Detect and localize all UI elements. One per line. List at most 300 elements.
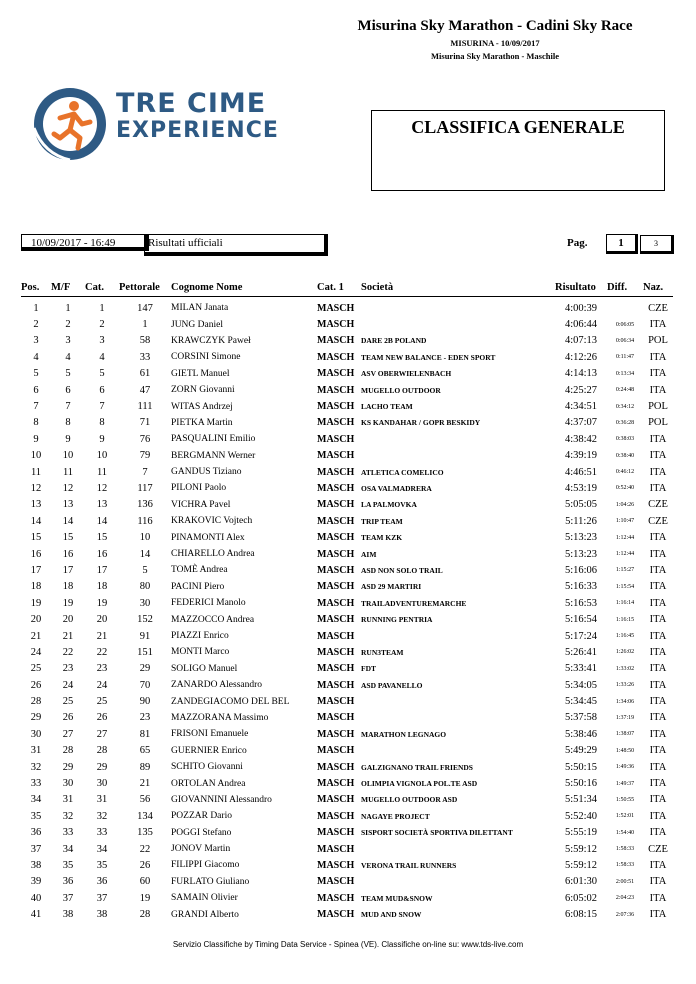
cell-societa: VERONA TRAIL RUNNERS <box>361 860 457 870</box>
cell-cat: 37 <box>96 892 108 904</box>
cell-name: FILIPPI Giacomo <box>171 860 240 871</box>
cell-diff: 0:06:34 <box>615 337 635 344</box>
cell-pettorale: 10 <box>139 532 151 544</box>
cell-risultato: 4:12:26 <box>564 351 598 363</box>
cell-pos: 6 <box>33 384 39 396</box>
cell-pos: 20 <box>30 614 42 626</box>
cell-name: FEDERICI Manolo <box>171 598 246 609</box>
cell-cat1: MASCH <box>317 663 355 675</box>
cell-naz: POL <box>648 401 668 413</box>
cell-name: KRAWCZYK Paweł <box>171 335 251 346</box>
cell-pos: 25 <box>30 663 42 675</box>
cell-pos: 32 <box>30 761 42 773</box>
cell-pos: 10 <box>30 450 42 462</box>
cell-cat1: MASCH <box>317 778 355 790</box>
cell-name: ZANARDO Alessandro <box>171 680 263 691</box>
cell-naz: ITA <box>649 745 667 757</box>
cell-mf: 28 <box>62 745 74 757</box>
cell-diff: 1:54:40 <box>615 829 635 836</box>
cell-societa: FDT <box>361 664 376 674</box>
cell-societa <box>361 874 555 890</box>
cell-mf: 17 <box>62 564 74 576</box>
cell-societa: TEAM KZK <box>361 533 403 543</box>
cell-societa: RUN3TEAM <box>361 647 404 657</box>
cell-pettorale: 80 <box>139 581 151 593</box>
cell-naz: ITA <box>649 876 667 888</box>
col-pos: Pos. <box>21 278 51 297</box>
table-row <box>21 480 673 496</box>
cell-name: ORTOLAN Andrea <box>171 778 246 789</box>
table-row <box>21 775 673 791</box>
cell-name: GUERNIER Enrico <box>171 745 247 756</box>
cell-pos: 2 <box>33 319 39 331</box>
cell-cat1: MASCH <box>317 794 355 806</box>
col-societa: Società <box>361 278 555 297</box>
cell-societa <box>361 297 555 317</box>
cell-societa <box>361 743 555 759</box>
cell-name: FURLATO Giuliano <box>171 876 250 887</box>
cell-mf: 1 <box>65 302 71 314</box>
footer-credit: Servizio Classifiche by Timing Data Service - Spinea (VE). Classifiche on-line su: www.tds-live.com <box>172 940 524 949</box>
cell-pettorale: 29 <box>139 663 151 675</box>
cell-societa: AIM <box>361 549 377 559</box>
cell-risultato: 5:59:12 <box>564 859 598 871</box>
cell-societa: SISPORT SOCIETÀ SPORTIVA DILETTANT <box>361 828 513 838</box>
cell-naz: ITA <box>649 581 667 593</box>
cell-societa: LA PALMOVKA <box>361 500 417 510</box>
cell-risultato: 5:34:45 <box>564 696 598 708</box>
cell-risultato: 4:34:51 <box>564 401 598 413</box>
logo-line2: EXPERIENCE <box>116 118 279 143</box>
cell-pos: 40 <box>30 892 42 904</box>
cell-naz: ITA <box>649 319 667 331</box>
page-total: 3 <box>640 235 674 254</box>
cell-diff: 1:15:54 <box>615 583 635 590</box>
cell-name: WITAS Andrzej <box>171 401 233 412</box>
cell-cat1: MASCH <box>317 532 355 544</box>
cell-cat: 6 <box>99 384 105 396</box>
cell-cat: 18 <box>96 581 108 593</box>
cell-naz: POL <box>648 335 668 347</box>
cell-societa: ASD PAVANELLO <box>361 680 423 690</box>
cell-mf: 20 <box>62 614 74 626</box>
cell-cat1: MASCH <box>317 843 355 855</box>
cell-mf: 32 <box>62 810 74 822</box>
cell-risultato: 4:46:51 <box>564 466 598 478</box>
cell-cat: 13 <box>96 499 108 511</box>
cell-diff: 0:13:34 <box>615 370 635 377</box>
cell-risultato: 5:55:19 <box>564 827 598 839</box>
cell-cat: 31 <box>96 794 108 806</box>
cell-cat: 32 <box>96 810 108 822</box>
table-row <box>21 857 673 873</box>
cell-diff: 1:12:44 <box>615 551 635 558</box>
cell-name: CORSINI Simone <box>171 352 241 363</box>
table-row <box>21 366 673 382</box>
cell-pettorale: 91 <box>139 630 151 642</box>
cell-diff: 0:34:12 <box>615 403 635 410</box>
cell-cat1: MASCH <box>317 728 355 740</box>
cell-pos: 33 <box>30 778 42 790</box>
cell-naz: ITA <box>649 859 667 871</box>
cell-naz: ITA <box>649 368 667 380</box>
cell-mf: 24 <box>62 679 74 691</box>
cell-cat: 5 <box>99 368 105 380</box>
cell-naz: ITA <box>649 827 667 839</box>
table-row <box>21 398 673 414</box>
cell-cat1: MASCH <box>317 384 355 396</box>
cell-cat: 30 <box>96 778 108 790</box>
cell-pos: 11 <box>30 466 42 478</box>
cell-societa: ASD NON SOLO TRAIL <box>361 565 443 575</box>
cell-pettorale: 81 <box>139 728 151 740</box>
cell-cat1: MASCH <box>317 548 355 560</box>
cell-cat: 25 <box>96 696 108 708</box>
cell-name: GANDUS Tiziano <box>171 467 242 478</box>
cell-naz: ITA <box>649 728 667 740</box>
table-row <box>21 611 673 627</box>
col-risultato: Risultato <box>555 278 607 297</box>
page-current: 1 <box>606 234 638 254</box>
page-label: Pag. <box>567 237 588 249</box>
cell-pettorale: 5 <box>142 564 148 576</box>
cell-naz: ITA <box>649 909 667 921</box>
table-row <box>21 513 673 529</box>
cell-cat1: MASCH <box>317 564 355 576</box>
cell-mf: 9 <box>65 433 71 445</box>
race-name: Misurina Sky Marathon - Maschile <box>431 51 559 61</box>
table-row <box>21 841 673 857</box>
cell-mf: 19 <box>62 597 74 609</box>
cell-diff: 0:52:40 <box>615 485 635 492</box>
cell-pos: 34 <box>30 794 42 806</box>
cell-pettorale: 14 <box>139 548 151 560</box>
cell-societa: RUNNING PENTRIA <box>361 615 433 625</box>
status-box: Risultati ufficiali <box>144 234 328 256</box>
cell-pettorale: 28 <box>139 909 151 921</box>
cell-risultato: 5:33:41 <box>564 663 598 675</box>
cell-cat1: MASCH <box>317 482 355 494</box>
cell-pettorale: 136 <box>137 499 153 511</box>
cell-mf: 8 <box>65 417 71 429</box>
cell-diff: 2:04:23 <box>615 895 635 902</box>
cell-risultato: 4:14:13 <box>564 368 598 380</box>
cell-cat: 15 <box>96 532 108 544</box>
cell-mf: 10 <box>62 450 74 462</box>
cell-risultato: 4:38:42 <box>564 433 598 445</box>
cell-name: POZZAR Dario <box>171 811 232 822</box>
cell-diff: 1:38:07 <box>615 731 635 738</box>
cell-risultato: 5:16:06 <box>564 564 598 576</box>
cell-pettorale: 147 <box>137 302 153 314</box>
cell-cat: 23 <box>96 663 108 675</box>
table-row <box>21 595 673 611</box>
cell-naz: CZE <box>648 302 668 314</box>
cell-naz: ITA <box>649 532 667 544</box>
cell-naz: ITA <box>649 646 667 658</box>
table-row <box>21 349 673 365</box>
cell-name: MAZZOCCO Andrea <box>171 614 255 625</box>
cell-cat: 29 <box>96 761 108 773</box>
cell-name: PIAZZI Enrico <box>171 631 229 641</box>
cell-name: POGGI Stefano <box>171 827 232 838</box>
cell-diff: 2:00:51 <box>615 878 635 885</box>
cell-societa: MUGELLO OUTDOOR <box>361 385 441 395</box>
cell-pettorale: 23 <box>139 712 151 724</box>
cell-societa: NAGAYE PROJECT <box>361 811 430 821</box>
cell-name: PINAMONTI Alex <box>171 532 245 543</box>
cell-risultato: 5:52:40 <box>564 810 598 822</box>
cell-cat1: MASCH <box>317 450 355 462</box>
cell-mf: 31 <box>62 794 74 806</box>
cell-risultato: 5:05:05 <box>564 499 598 511</box>
cell-societa: TRAILADVENTUREMARCHE <box>361 598 467 608</box>
cell-pos: 24 <box>30 646 42 658</box>
table-row <box>21 316 673 332</box>
cell-diff: 1:52:01 <box>615 813 635 820</box>
cell-pettorale: 56 <box>139 794 151 806</box>
cell-naz: ITA <box>649 892 667 904</box>
results-table <box>21 278 673 923</box>
cell-diff: 1:10:47 <box>615 518 635 525</box>
cell-cat: 38 <box>96 909 108 921</box>
table-row <box>21 297 673 317</box>
cell-pettorale: 116 <box>137 515 153 527</box>
cell-risultato: 4:37:07 <box>564 417 598 429</box>
cell-diff: 2:07:36 <box>615 911 635 918</box>
cell-risultato: 5:38:46 <box>564 728 598 740</box>
cell-societa: GALZIGNANO TRAIL FRIENDS <box>361 762 473 772</box>
cell-pos: 15 <box>30 532 42 544</box>
cell-cat: 34 <box>96 843 108 855</box>
cell-name: BERGMANN Werner <box>171 450 256 461</box>
cell-cat: 12 <box>96 482 108 494</box>
table-row <box>21 874 673 890</box>
cell-mf: 34 <box>62 843 74 855</box>
cell-pettorale: 22 <box>139 843 151 855</box>
cell-risultato: 6:01:30 <box>564 876 598 888</box>
cell-naz: ITA <box>649 384 667 396</box>
cell-name: CHIARELLO Andrea <box>171 549 255 560</box>
cell-pos: 9 <box>33 433 39 445</box>
table-row <box>21 792 673 808</box>
cell-cat: 3 <box>99 335 105 347</box>
cell-mf: 25 <box>62 696 74 708</box>
cell-societa <box>361 448 555 464</box>
table-row <box>21 890 673 906</box>
cell-diff: 0:36:28 <box>615 419 635 426</box>
cell-pos: 12 <box>30 482 42 494</box>
cell-mf: 23 <box>62 663 74 675</box>
cell-naz: ITA <box>649 761 667 773</box>
cell-name: JONOV Martin <box>171 844 231 855</box>
cell-naz: ITA <box>649 810 667 822</box>
table-row <box>21 759 673 775</box>
cell-mf: 3 <box>65 335 71 347</box>
cell-naz: ITA <box>649 597 667 609</box>
cell-name: ZANDEGIACOMO DEL BEL <box>171 696 290 707</box>
cell-cat: 7 <box>99 401 105 413</box>
cell-risultato: 4:53:19 <box>564 482 598 494</box>
cell-name: MILAN Janata <box>171 303 229 314</box>
cell-pos: 13 <box>30 499 42 511</box>
cell-diff: 1:15:27 <box>615 567 635 574</box>
cell-mf: 11 <box>62 466 74 478</box>
cell-diff: 1:50:55 <box>615 796 635 803</box>
cell-pettorale: 58 <box>139 335 151 347</box>
cell-risultato: 6:05:02 <box>564 892 598 904</box>
cell-cat: 28 <box>96 745 108 757</box>
cell-diff: 1:58:33 <box>615 862 635 869</box>
cell-name: PACINI Piero <box>171 581 225 592</box>
cell-pos: 16 <box>30 548 42 560</box>
cell-name: PASQUALINI Emilio <box>171 434 256 445</box>
cell-risultato: 5:13:23 <box>564 532 598 544</box>
cell-risultato: 5:37:58 <box>564 712 598 724</box>
cell-pos: 5 <box>33 368 39 380</box>
cell-pettorale: 151 <box>137 646 153 658</box>
col-mf: M/F <box>51 278 85 297</box>
cell-naz: ITA <box>649 548 667 560</box>
cell-pettorale: 76 <box>139 433 151 445</box>
classifica-box <box>371 110 665 191</box>
cell-diff: 1:26:02 <box>615 649 635 656</box>
cell-pos: 18 <box>30 581 42 593</box>
cell-pettorale: 117 <box>137 482 153 494</box>
cell-naz: ITA <box>649 794 667 806</box>
cell-cat: 26 <box>96 712 108 724</box>
cell-mf: 33 <box>62 827 74 839</box>
cell-cat: 33 <box>96 827 108 839</box>
cell-risultato: 5:34:05 <box>564 679 598 691</box>
cell-name: VICHRA Pavel <box>171 499 231 510</box>
cell-naz: ITA <box>649 466 667 478</box>
cell-mf: 15 <box>62 532 74 544</box>
cell-mf: 7 <box>65 401 71 413</box>
cell-name: GIETL Manuel <box>171 368 230 379</box>
cell-mf: 35 <box>62 859 74 871</box>
cell-pettorale: 79 <box>139 450 151 462</box>
cell-name: GRANDI Alberto <box>171 909 239 920</box>
cell-naz: CZE <box>648 843 668 855</box>
cell-risultato: 5:50:15 <box>564 761 598 773</box>
cell-diff: 1:49:37 <box>615 780 635 787</box>
cell-pettorale: 152 <box>137 614 153 626</box>
cell-cat1: MASCH <box>317 827 355 839</box>
cell-name: ZORN Giovanni <box>171 385 235 396</box>
table-row <box>21 906 673 922</box>
cell-mf: 38 <box>62 909 74 921</box>
table-row <box>21 431 673 447</box>
cell-pettorale: 21 <box>139 778 151 790</box>
cell-cat1: MASCH <box>317 499 355 511</box>
cell-societa: TEAM NEW BALANCE - EDEN SPORT <box>361 352 496 362</box>
cell-societa: MUGELLO OUTDOOR ASD <box>361 795 458 805</box>
cell-societa: MARATHON LEGNAGO <box>361 729 447 739</box>
cell-mf: 27 <box>62 728 74 740</box>
cell-pettorale: 65 <box>139 745 151 757</box>
cell-mf: 5 <box>65 368 71 380</box>
cell-pos: 1 <box>33 302 39 314</box>
table-row <box>21 693 673 709</box>
cell-cat1: MASCH <box>317 859 355 871</box>
cell-mf: 29 <box>62 761 74 773</box>
cell-cat1: MASCH <box>317 368 355 380</box>
cell-diff: 1:37:19 <box>615 714 635 721</box>
cell-mf: 22 <box>62 646 74 658</box>
cell-diff: 1:48:50 <box>615 747 635 754</box>
cell-cat1: MASCH <box>317 335 355 347</box>
cell-pettorale: 60 <box>139 876 151 888</box>
table-row <box>21 579 673 595</box>
cell-cat: 22 <box>96 646 108 658</box>
cell-diff: 1:16:15 <box>615 616 635 623</box>
cell-mf: 4 <box>65 351 71 363</box>
cell-mf: 2 <box>65 319 71 331</box>
cell-pettorale: 89 <box>139 761 151 773</box>
cell-societa: TRIP TEAM <box>361 516 403 526</box>
cell-pos: 7 <box>33 401 39 413</box>
cell-cat1: MASCH <box>317 892 355 904</box>
cell-cat1: MASCH <box>317 712 355 724</box>
classifica-title: CLASSIFICA GENERALE <box>411 117 625 137</box>
cell-pettorale: 30 <box>139 597 151 609</box>
cell-risultato: 5:51:34 <box>564 794 598 806</box>
cell-name: MAZZORANA Massimo <box>171 712 269 723</box>
cell-naz: ITA <box>649 564 667 576</box>
cell-cat: 10 <box>96 450 108 462</box>
cell-risultato: 5:16:33 <box>564 581 598 593</box>
cell-risultato: 5:50:16 <box>564 778 598 790</box>
cell-diff: 1:49:36 <box>615 764 635 771</box>
cell-cat: 24 <box>96 679 108 691</box>
cell-name: SAMAIN Olivier <box>171 893 238 904</box>
cell-cat: 4 <box>99 351 105 363</box>
cell-risultato: 5:11:26 <box>565 515 597 527</box>
cell-risultato: 5:13:23 <box>564 548 598 560</box>
runner-logo-icon <box>30 84 110 164</box>
cell-societa <box>361 431 555 447</box>
cell-cat: 17 <box>96 564 108 576</box>
table-row <box>21 497 673 513</box>
cell-pos: 28 <box>30 696 42 708</box>
cell-cat1: MASCH <box>317 433 355 445</box>
cell-cat1: MASCH <box>317 909 355 921</box>
cell-name: GIOVANNINI Alessandro <box>171 794 272 805</box>
cell-pos: 31 <box>30 745 42 757</box>
cell-naz: ITA <box>649 482 667 494</box>
table-row <box>21 448 673 464</box>
cell-diff: 0:46:12 <box>615 469 635 476</box>
cell-cat1: MASCH <box>317 351 355 363</box>
cell-naz: ITA <box>649 778 667 790</box>
cell-risultato: 4:39:19 <box>564 450 598 462</box>
table-row <box>21 415 673 431</box>
cell-cat: 1 <box>99 302 105 314</box>
cell-pos: 30 <box>30 728 42 740</box>
cell-naz: ITA <box>649 614 667 626</box>
cell-name: FRISONI Emanuele <box>171 729 249 740</box>
table-header-row <box>21 278 673 297</box>
event-date: MISURINA - 10/09/2017 <box>450 38 540 48</box>
cell-cat1: MASCH <box>317 761 355 773</box>
cell-cat: 35 <box>96 859 108 871</box>
cell-diff: 1:16:45 <box>615 633 635 639</box>
cell-name: SCHITO Giovanni <box>171 762 243 773</box>
cell-pos: 3 <box>33 335 39 347</box>
cell-diff: 1:16:14 <box>615 600 635 607</box>
cell-diff: 1:12:44 <box>615 534 635 541</box>
